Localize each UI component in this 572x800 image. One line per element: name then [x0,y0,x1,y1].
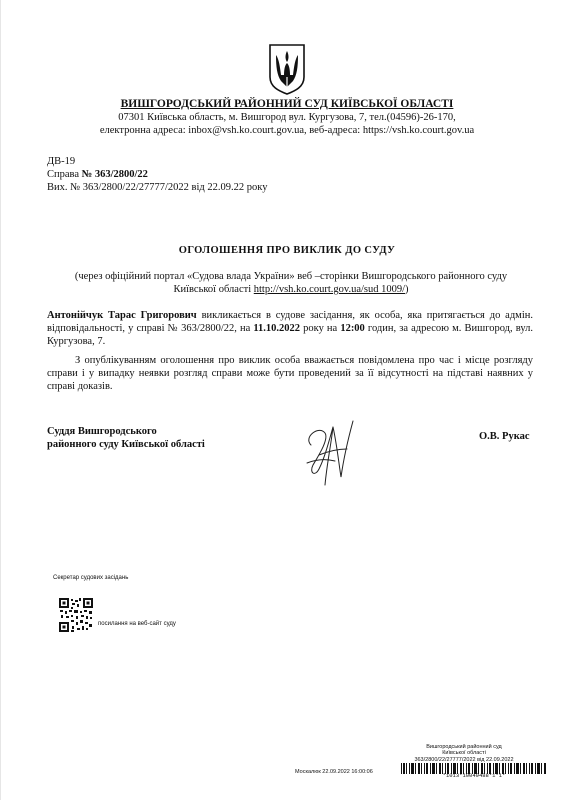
notice-title: ОГОЛОШЕННЯ ПРО ВИКЛИК ДО СУДУ [178,245,396,256]
barcode-number: *1013*10049488*1*1* [442,772,506,779]
via-close: ) [405,284,409,295]
stamp-line-1: Вишгородський районний суд [426,744,502,750]
contacts-line: електронна адреса: inbox@vsh.ko.court.gov.ua, веб-адреса: https://vsh.ko.court.gov.ua [99,125,475,136]
print-info: Москалюк 22.09.2022 16:00:06 [295,769,373,775]
secretary-label: Секретар судових засідань [53,575,129,581]
address-line: 07301 Київська область, м. Вишгород вул. Кургузова, 7, тел.(04596)-26-170, [118,112,456,123]
judge-signature [289,415,359,490]
notice-via [71,270,511,296]
coat-of-arms-icon [267,43,307,95]
summons-text-2: року на [300,323,341,334]
registration-stamp [381,744,547,763]
published-link-label: посилання на веб-сайт суду [98,621,176,627]
via-text: (через офіційний портал «Судова влада України» веб –сторінки Вишгородського районного суду Київської області [74,271,508,295]
summons-text-1: викликається в судове засідання, як особа, яка притягається до адмін. відповідальності, у справі № 363/2800/22, на [47,310,533,334]
hearing-date: 11.10.2022 [253,323,301,334]
person-name: Антонійчук Тарас Григорович [47,310,197,321]
qr-code-icon[interactable] [58,597,94,633]
judge-title-line-2: районного суду Київської області [47,439,205,450]
judge-name: О.В. Рукас [479,431,530,442]
judge-title-line-1: Суддя Вишгородського [47,426,157,437]
summons-paragraph [47,309,533,348]
consequence-paragraph: З опублікуванням оголошення про виклик особа вважається повідомлена про час і місце розгляду справи і у випадку неявки розгляд справи може бути проведений за її відсутності на підставі наявних у справі доказів. [47,355,533,392]
stamp-line-2: Київської області [442,750,486,757]
hearing-time: 12:00 [340,323,365,334]
stamp-line-3: 363/2800/22/27777/2022 від 22.09.2022 [414,756,514,763]
summons-text-3: годин, за адресою м. Вишгород, вул. Кургузова, 7. [47,323,533,347]
court-name: ВИШГОРОДСЬКИЙ РАЙОННИЙ СУД КИЇВСЬКОЇ ОБЛАСТІ [120,98,454,110]
court-address [1,111,572,137]
document-meta [47,155,267,194]
judge-title [47,425,205,451]
case-line [47,168,267,181]
case-prefix: Справа [47,169,82,180]
court-site-link[interactable]: http://vsh.ko.court.gov.ua/sud 1009/ [253,284,406,295]
case-number: № 363/2800/22 [81,169,148,180]
form-code: ДВ-19 [47,156,76,167]
outgoing-number: Вих. № 363/2800/22/27777/2022 від 22.09.22 року [47,182,268,193]
